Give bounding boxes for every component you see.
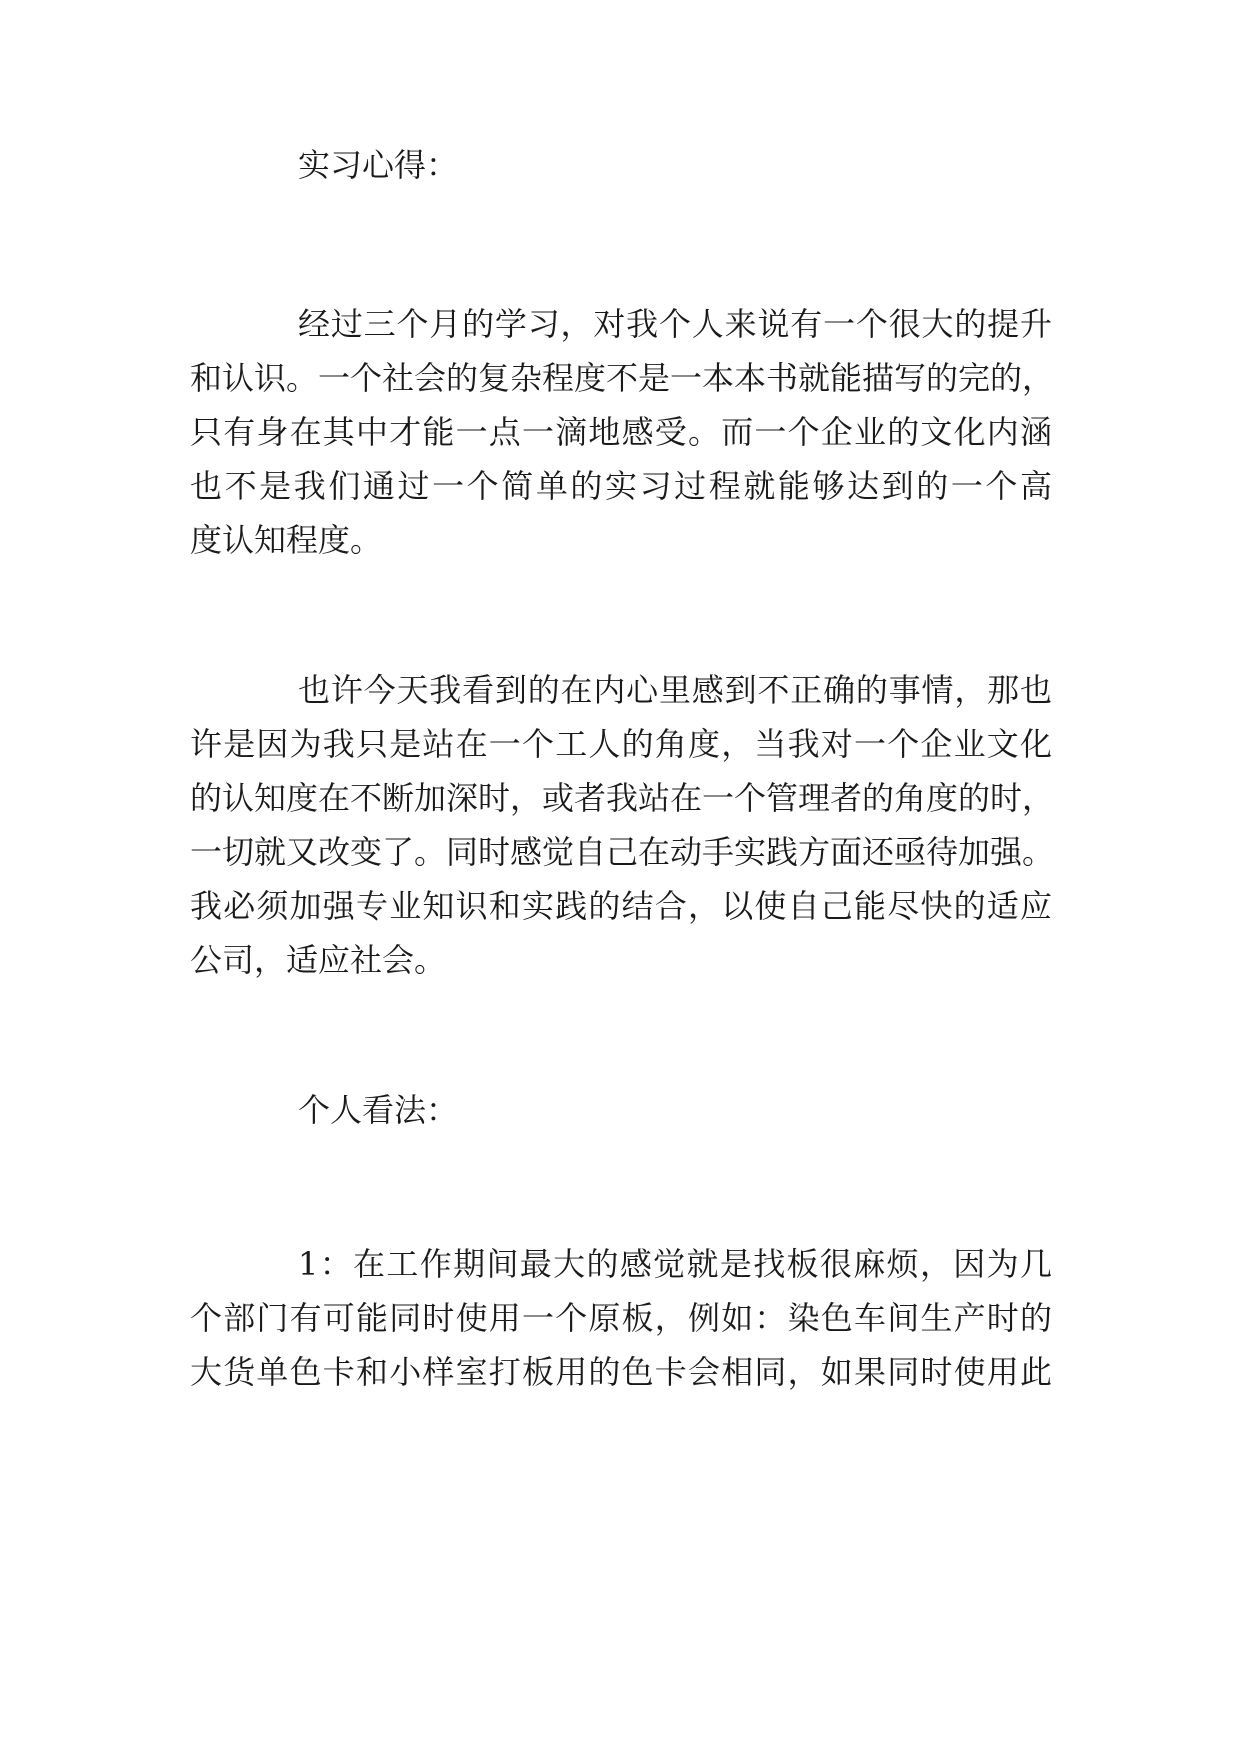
paragraph-line: 的认知度在不断加深时，或者我站在一个管理者的角度的时，	[190, 779, 1055, 817]
paragraph-line: 许是因为我只是站在一个工人的角度，当我对一个企业文化	[190, 725, 1052, 763]
paragraph-line: 也不是我们通过一个简单的实习过程就能够达到的一个高	[190, 467, 1052, 505]
paragraph-line: 1：在工作期间最大的感觉就是找板很麻烦，因为几	[298, 1245, 1052, 1283]
paragraph-line: 公司，适应社会。	[190, 941, 447, 979]
paragraph-line: 只有身在其中才能一点一滴地感受。而一个企业的文化内涵	[190, 413, 1052, 451]
paragraph-line: 我必须加强专业知识和实践的结合，以使自己能尽快的适应	[190, 887, 1052, 925]
paragraph-line: 一切就又改变了。同时感觉自己在动手实践方面还亟待加强。	[190, 833, 1055, 871]
section-heading-internship: 实习心得：	[298, 146, 459, 184]
paragraph-line: 和认识。一个社会的复杂程度不是一本本书就能描写的完的，	[190, 359, 1055, 397]
section-heading-opinion: 个人看法：	[298, 1091, 459, 1129]
paragraph-line: 也许今天我看到的在内心里感到不正确的事情，那也	[298, 671, 1052, 709]
paragraph-line: 度认知程度。	[190, 521, 383, 559]
paragraph-line: 个部门有可能同时使用一个原板，例如：染色车间生产时的	[190, 1299, 1052, 1337]
paragraph-line: 经过三个月的学习，对我个人来说有一个很大的提升	[298, 305, 1052, 343]
paragraph-line: 大货单色卡和小样室打板用的色卡会相同，如果同时使用此	[190, 1353, 1052, 1391]
